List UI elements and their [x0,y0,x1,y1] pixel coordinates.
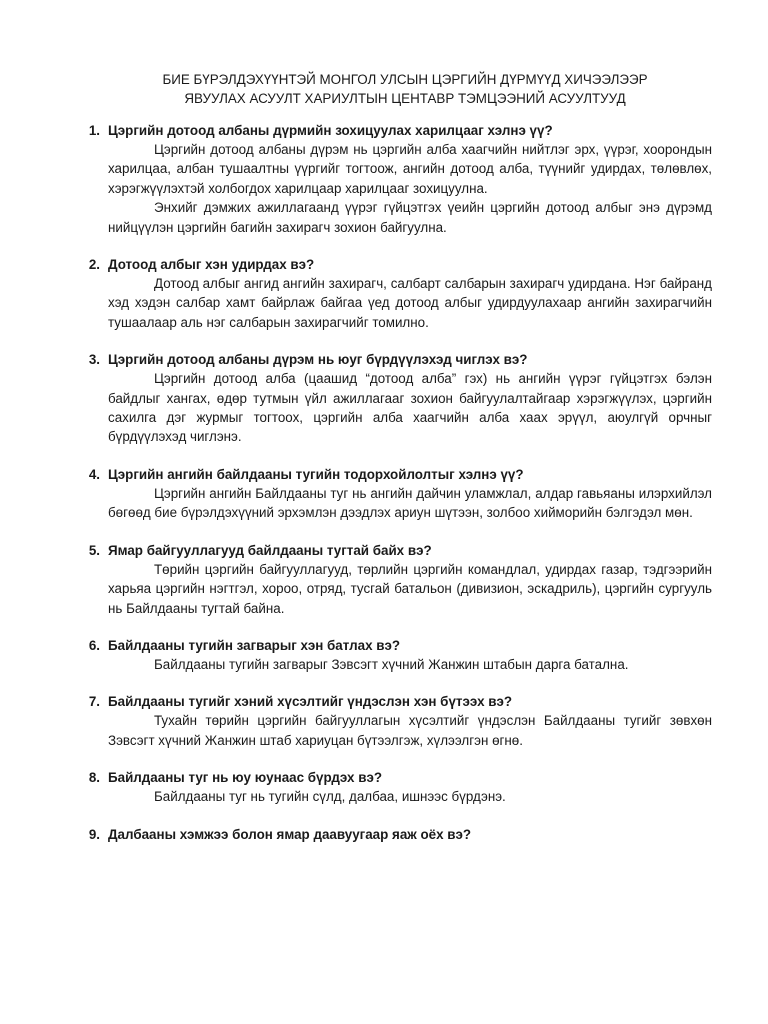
question-text: Байлдааны туг нь юу юунаас бүрдэх вэ? [108,770,383,786]
question-item [88,350,712,447]
question-item [88,636,712,674]
question-text: Цэргийн дотоод албаны дүрэм нь юуг бүрдүүлэхэд чиглэх вэ? [108,352,528,368]
document-title-line-2: ЯВУУЛАХ АСУУЛТ ХАРИУЛТЫН ЦЕНТАВР ТЭМЦЭЭНИЙ АСУУЛТУУД [184,91,626,106]
question-heading [88,465,712,484]
question-text: Байлдааны тугийг хэний хүсэлтийг үндэслэн хэн бүтээх вэ? [108,694,513,710]
question-heading [88,768,712,787]
document-title-line-1: БИЕ БҮРЭЛДЭХҮҮНТЭЙ МОНГОЛ УЛСЫН ЦЭРГИЙН ДҮРМҮҮД ХИЧЭЭЛЭЭР [162,72,648,87]
question-number: 8. [88,770,100,786]
question-heading [88,636,712,655]
question-item [88,465,712,523]
question-number: 7. [88,694,100,710]
answer-paragraph: Тухайн төрийн цэргийн байгууллагын хүсэлтийг үндэслэн Байлдааны тугийг зөвхөн Зэвсэгт хүчний Жанжин штаб хариуцан бүтээлгэж, хүлээлгэн өгнө. [108,713,712,748]
question-item [88,692,712,750]
question-item [88,825,712,844]
question-number: 9. [88,826,100,842]
document-title [98,70,712,108]
question-heading [88,255,712,274]
question-text: Далбааны хэмжээ болон ямар даавуугаар яаж оёх вэ? [108,826,472,842]
question-heading [88,121,712,140]
question-number: 4. [88,466,100,482]
question-number: 6. [88,637,100,653]
question-item [88,541,712,618]
question-item [88,768,712,806]
question-heading [88,692,712,711]
answer-paragraph: Цэргийн дотоод албаны дүрэм нь цэргийн алба хаагчийн нийтлэг эрх, үүрэг, хоорондын харилцаа, албан тушаалтны үүргийг тогтоож, ангийн дотоод алба, түүнийг удирдах, төлөвлөх, хэрэгжүүлэхтэй холбогдох харилцаар харилцааг зохицуулна. [108,142,712,196]
answer-paragraph: Цэргийн дотоод алба (цаашид “дотоод алба” гэх) нь ангийн үүрэг гүйцэтгэх бэлэн байдлыг хангах, өдөр тутмын үйл ажиллагааг зохион байгуулалтайгаар хэрэгжүүлэх, цэргийн сахилга дэг журмыг тогтоох, цэргийн алба хаагчийн алба хаах эрүүл, аюулгүй орчныг бүрдүүлэхэд чиглэнэ. [108,371,712,445]
answer-paragraph: Дотоод албыг ангид ангийн захирагч, салбарт салбарын захирагч удирдана. Нэг байранд хэд хэдэн салбар хамт байрлаж байгаа үед дотоод албыг удирдуулахаар ангийн захирагчийн тушаалаар аль нэг салбарын захирагчийг томилно. [108,276,712,330]
question-heading [88,541,712,560]
answer-paragraph: Байлдааны тугийн загварыг Зэвсэгт хүчний Жанжин штабын дарга батална. [154,656,629,672]
question-text: Цэргийн дотоод албаны дүрмийн зохицуулах харилцааг хэлнэ үү? [108,123,553,138]
question-text: Байлдааны тугийн загварыг хэн батлах вэ? [108,637,401,653]
question-number: 1. [88,123,100,138]
question-number: 3. [88,352,100,368]
question-heading [88,350,712,369]
question-heading [88,825,712,844]
answer-paragraph: Төрийн цэргийн байгууллагууд, төрлийн цэргийн командлал, удирдах газар, тэдгээрийн харьяа цэргийн нэгтгэл, хороо, отряд, тусгай батальон (дивизион, эскадриль), цэргийн сургууль нь Байлдааны тугтай байна. [108,561,712,616]
question-text: Ямар байгууллагууд байлдааны тугтай байх вэ? [108,542,432,558]
question-text: Дотоод албыг хэн удирдах вэ? [108,257,315,273]
answer-paragraph: Байлдааны туг нь тугийн сүлд, далбаа, ишнээс бүрдэнэ. [154,789,506,805]
answer-paragraph: Цэргийн ангийн Байлдааны туг нь ангийн дайчин уламжлал, алдар гавьяаны илэрхийлэл бөгөөд бие бүрэлдэхүүний эрхэмлэн дээдлэх ариун шүтээн, золбоо хийморийн бэлгэдэл мөн. [108,485,712,521]
question-item [88,121,712,237]
question-item [88,255,712,332]
question-text: Цэргийн ангийн байлдааны тугийн тодорхойлолтыг хэлнэ үү? [108,466,524,482]
question-number: 2. [88,257,100,273]
question-number: 5. [88,542,100,558]
question-list [88,121,712,844]
answer-paragraph: Энхийг дэмжих ажиллагаанд үүрэг гүйцэтгэх үеийн цэргийн дотоод албыг энэ дүрэмд нийцүүлэн цэргийн багийн захирагч зохион байгуулна. [108,200,712,235]
